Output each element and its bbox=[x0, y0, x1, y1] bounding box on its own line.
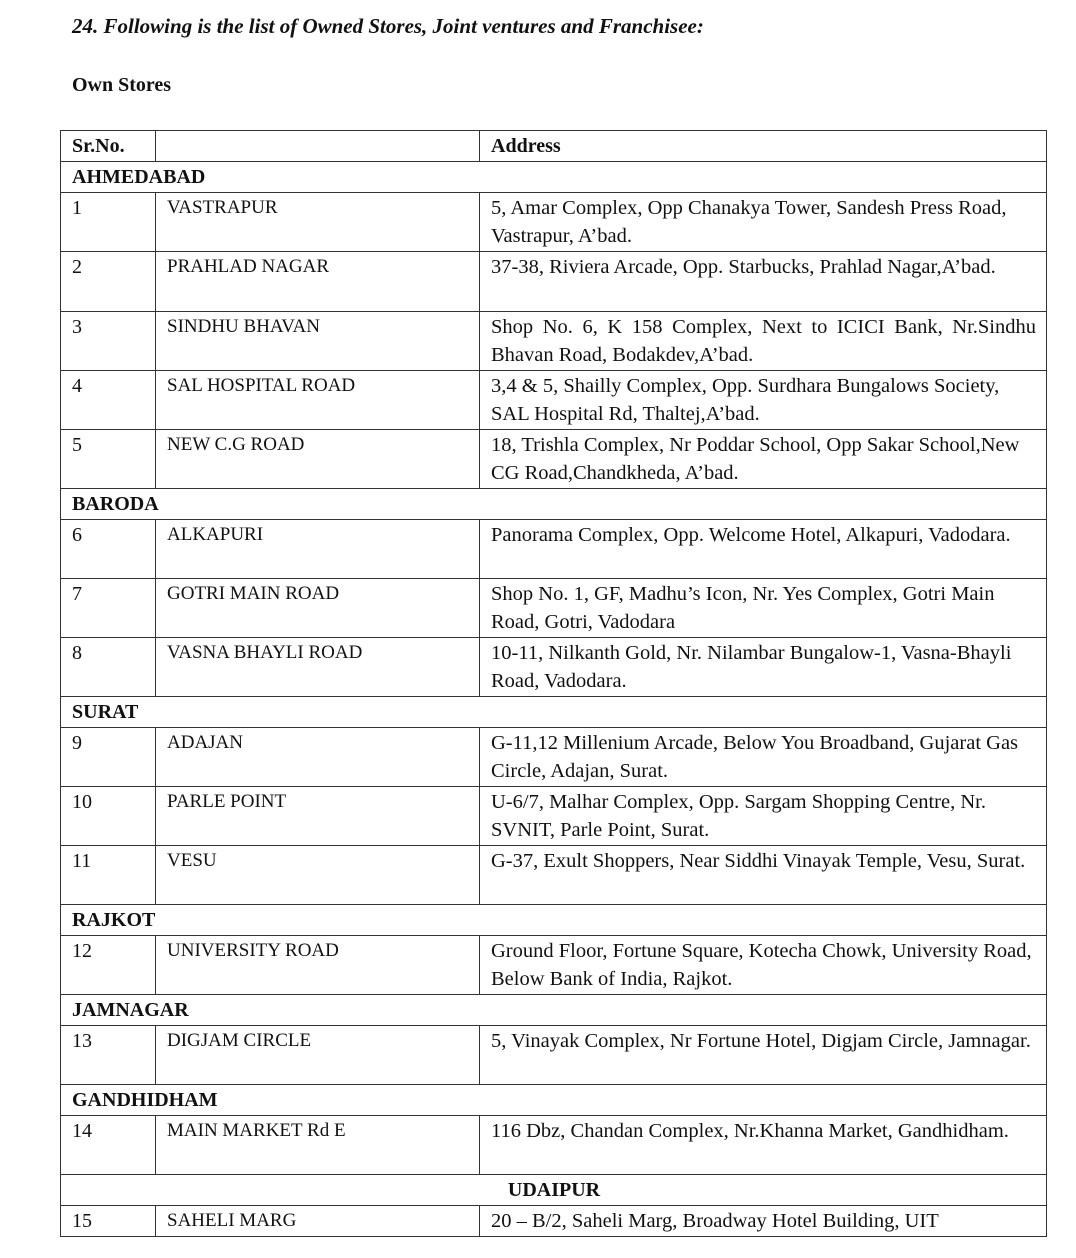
store-name-cell: ADAJAN bbox=[156, 728, 480, 787]
city-row bbox=[61, 905, 1047, 936]
address-cell: 18, Trishla Complex, Nr Poddar School, Opp Sakar School,New CG Road,Chandkheda, A’bad. bbox=[480, 430, 1047, 489]
city-row bbox=[61, 995, 1047, 1026]
table-row bbox=[61, 430, 1047, 489]
address-cell: 3,4 & 5, Shailly Complex, Opp. Surdhara Bungalows Society, SAL Hospital Rd, Thaltej,A’bad. bbox=[480, 371, 1047, 430]
table-row bbox=[61, 638, 1047, 697]
store-name-cell: PARLE POINT bbox=[156, 787, 480, 846]
store-name-cell: SAL HOSPITAL ROAD bbox=[156, 371, 480, 430]
city-name: BARODA bbox=[61, 489, 1047, 520]
store-name-cell: VASNA BHAYLI ROAD bbox=[156, 638, 480, 697]
table-row bbox=[61, 846, 1047, 905]
address-cell: 20 – B/2, Saheli Marg, Broadway Hotel Building, UIT bbox=[480, 1206, 1047, 1237]
sr-cell: 3 bbox=[61, 312, 156, 371]
table-row bbox=[61, 787, 1047, 846]
city-row bbox=[61, 162, 1047, 193]
section-heading: 24. Following is the list of Owned Stores, Joint ventures and Franchisee: bbox=[72, 14, 704, 38]
table-row bbox=[61, 312, 1047, 371]
sr-cell: 12 bbox=[61, 936, 156, 995]
table-row bbox=[61, 728, 1047, 787]
sr-cell: 4 bbox=[61, 371, 156, 430]
address-cell: Shop No. 1, GF, Madhu’s Icon, Nr. Yes Complex, Gotri Main Road, Gotri, Vadodara bbox=[480, 579, 1047, 638]
sr-cell: 7 bbox=[61, 579, 156, 638]
address-cell: G-37, Exult Shoppers, Near Siddhi Vinayak Temple, Vesu, Surat. bbox=[480, 846, 1047, 905]
city-name: SURAT bbox=[61, 697, 1047, 728]
sr-cell: 13 bbox=[61, 1026, 156, 1085]
sr-cell: 6 bbox=[61, 520, 156, 579]
store-name-cell: NEW C.G ROAD bbox=[156, 430, 480, 489]
sr-cell: 11 bbox=[61, 846, 156, 905]
sr-cell: 2 bbox=[61, 252, 156, 312]
store-name-cell: SAHELI MARG bbox=[156, 1206, 480, 1237]
store-name-cell: SINDHU BHAVAN bbox=[156, 312, 480, 371]
table-row bbox=[61, 936, 1047, 995]
table-row bbox=[61, 371, 1047, 430]
table-row bbox=[61, 579, 1047, 638]
table-header-row bbox=[61, 131, 1047, 162]
address-cell: Panorama Complex, Opp. Welcome Hotel, Alkapuri, Vadodara. bbox=[480, 520, 1047, 579]
own-stores-table bbox=[60, 130, 1047, 1237]
store-name-cell: UNIVERSITY ROAD bbox=[156, 936, 480, 995]
store-name-cell: PRAHLAD NAGAR bbox=[156, 252, 480, 312]
header-address: Address bbox=[480, 131, 1047, 162]
store-name-cell: VASTRAPUR bbox=[156, 193, 480, 252]
city-row bbox=[61, 1085, 1047, 1116]
sr-cell: 15 bbox=[61, 1206, 156, 1237]
store-name-cell: ALKAPURI bbox=[156, 520, 480, 579]
store-name-cell: VESU bbox=[156, 846, 480, 905]
table-row bbox=[61, 1206, 1047, 1237]
sr-cell: 5 bbox=[61, 430, 156, 489]
store-name-cell: GOTRI MAIN ROAD bbox=[156, 579, 480, 638]
city-name: UDAIPUR bbox=[61, 1175, 1047, 1206]
table-row bbox=[61, 1026, 1047, 1085]
table-row bbox=[61, 1116, 1047, 1175]
store-name-cell: MAIN MARKET Rd E bbox=[156, 1116, 480, 1175]
table-row bbox=[61, 520, 1047, 579]
address-cell: 5, Vinayak Complex, Nr Fortune Hotel, Digjam Circle, Jamnagar. bbox=[480, 1026, 1047, 1085]
address-cell: Ground Floor, Fortune Square, Kotecha Chowk, University Road, Below Bank of India, Rajkot. bbox=[480, 936, 1047, 995]
table-row bbox=[61, 252, 1047, 312]
address-cell: U-6/7, Malhar Complex, Opp. Sargam Shopping Centre, Nr. SVNIT, Parle Point, Surat. bbox=[480, 787, 1047, 846]
address-cell: 37-38, Riviera Arcade, Opp. Starbucks, Prahlad Nagar,A’bad. bbox=[480, 252, 1047, 312]
store-name-cell: DIGJAM CIRCLE bbox=[156, 1026, 480, 1085]
city-row bbox=[61, 489, 1047, 520]
sr-cell: 9 bbox=[61, 728, 156, 787]
header-sr-no: Sr.No. bbox=[61, 131, 156, 162]
city-name: JAMNAGAR bbox=[61, 995, 1047, 1026]
sr-cell: 8 bbox=[61, 638, 156, 697]
city-row bbox=[61, 1175, 1047, 1206]
address-cell: 5, Amar Complex, Opp Chanakya Tower, Sandesh Press Road, Vastrapur, A’bad. bbox=[480, 193, 1047, 252]
header-store-name bbox=[156, 131, 480, 162]
own-stores-subheading: Own Stores bbox=[72, 74, 172, 96]
address-cell: 116 Dbz, Chandan Complex, Nr.Khanna Market, Gandhidham. bbox=[480, 1116, 1047, 1175]
address-cell: Shop No. 6, K 158 Complex, Next to ICICI Bank, Nr.Sindhu Bhavan Road, Bodakdev,A’bad. bbox=[480, 312, 1047, 371]
address-cell: G-11,12 Millenium Arcade, Below You Broadband, Gujarat Gas Circle, Adajan, Surat. bbox=[480, 728, 1047, 787]
sr-cell: 1 bbox=[61, 193, 156, 252]
sr-cell: 14 bbox=[61, 1116, 156, 1175]
sr-cell: 10 bbox=[61, 787, 156, 846]
city-name: AHMEDABAD bbox=[61, 162, 1047, 193]
city-name: GANDHIDHAM bbox=[61, 1085, 1047, 1116]
city-row bbox=[61, 697, 1047, 728]
address-cell: 10-11, Nilkanth Gold, Nr. Nilambar Bungalow-1, Vasna-Bhayli Road, Vadodara. bbox=[480, 638, 1047, 697]
city-name: RAJKOT bbox=[61, 905, 1047, 936]
table-row bbox=[61, 193, 1047, 252]
